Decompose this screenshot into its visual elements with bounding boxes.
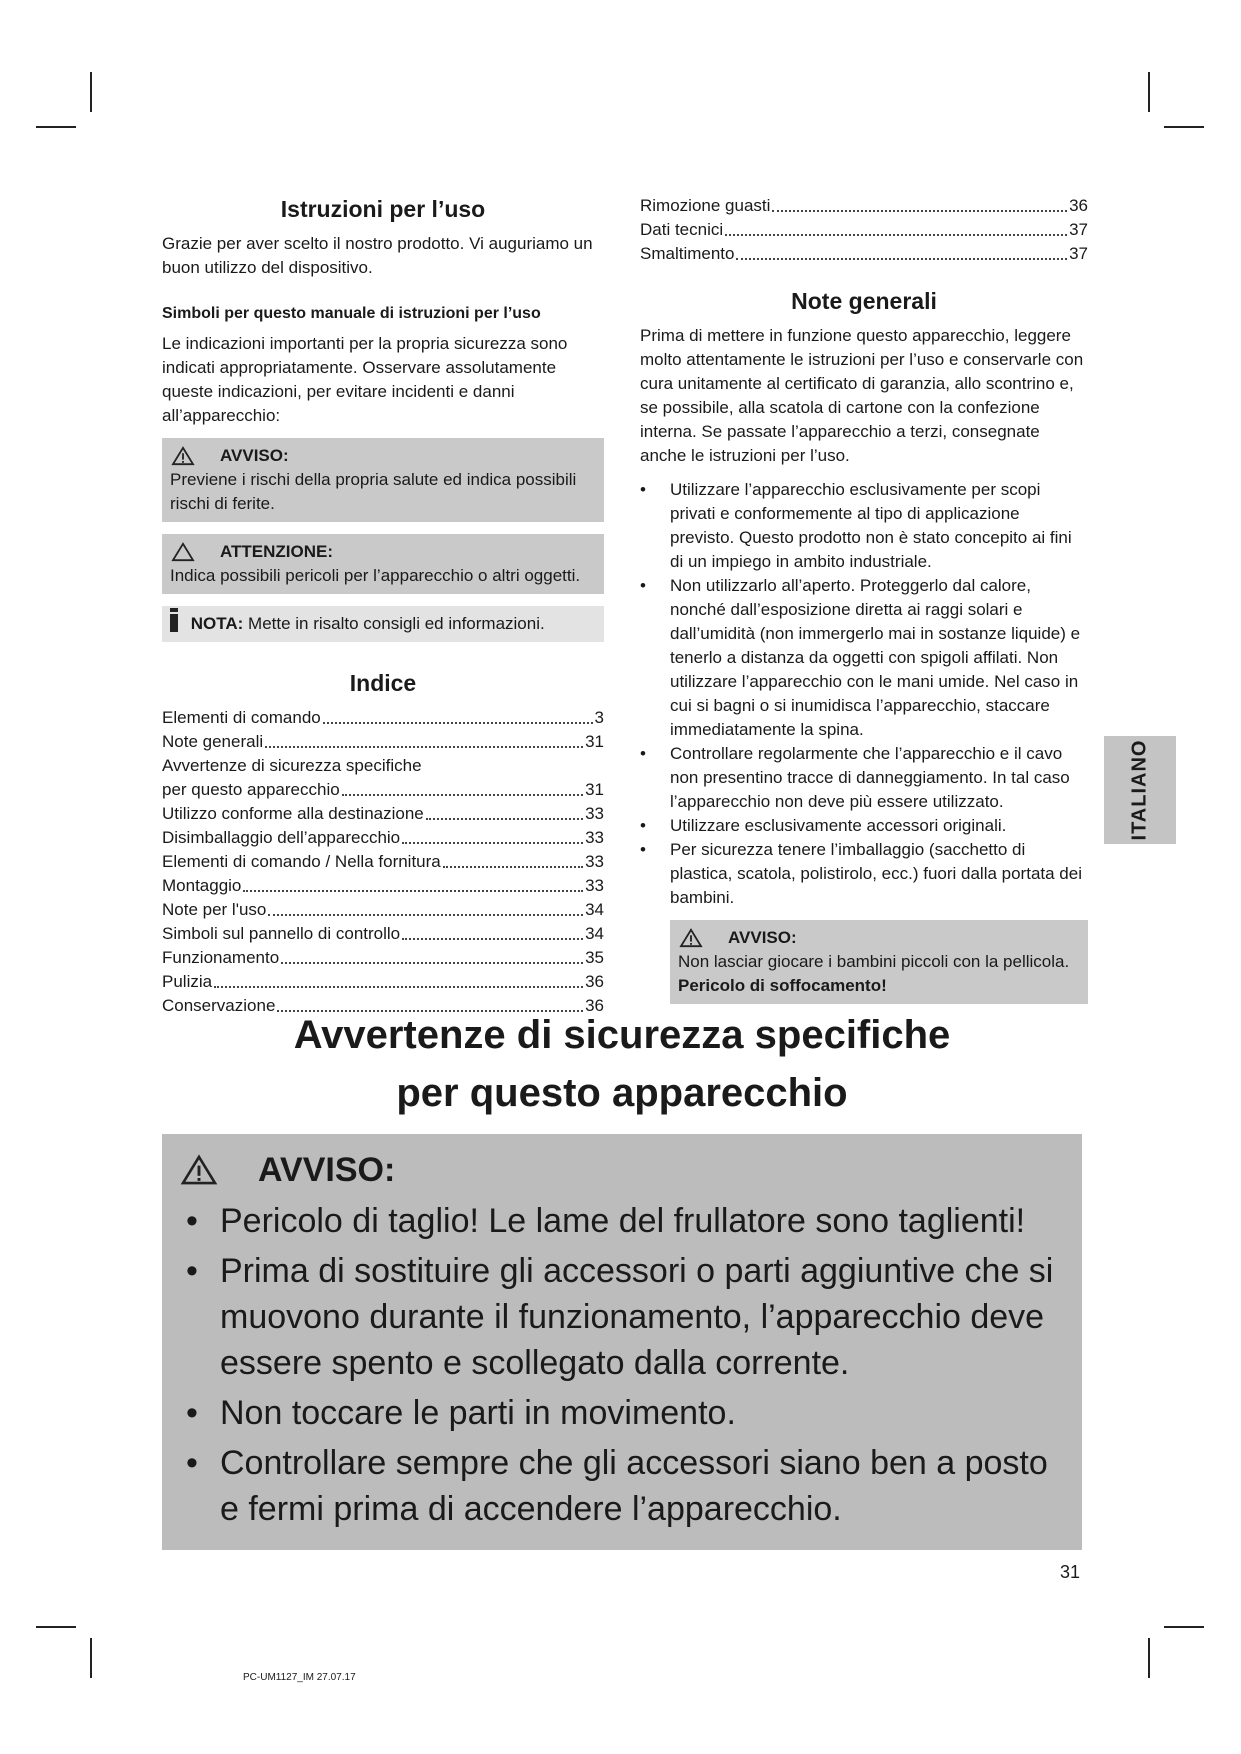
general-bullet-list (640, 478, 1088, 910)
toc-entry-page: 31 (585, 780, 604, 799)
toc-leader-dots (772, 210, 1067, 212)
language-tab-label: ITALIANO (1128, 739, 1151, 841)
warning-icon (678, 928, 704, 948)
toc-leader-dots (265, 746, 583, 748)
toc-entry (162, 874, 604, 898)
intro-text: Grazie per aver scelto il nostro prodotto. Vi auguriamo un buon utilizzo del dispositivo. (162, 234, 593, 277)
crop-mark (1164, 1626, 1204, 1628)
info-icon (170, 614, 178, 632)
toc-entry-label: Dati tecnici (640, 220, 724, 239)
toc-leader-dots (402, 842, 583, 844)
nota-label: NOTA: (190, 614, 244, 633)
toc-leader-dots (342, 794, 583, 796)
avviso-box-children (670, 920, 1088, 1004)
symbols-text: Le indicazioni importanti per la propria sicurezza sono indicati appropriatamente. Osservare assolutamente queste indicazioni, per evitare incidenti e danni all’apparecchio: (162, 334, 568, 425)
toc-entry-page: 33 (585, 828, 604, 847)
general-bullet-item: • Per sicurezza tenere l’imballaggio (sacchetto di plastica, scatola, polistirolo, ecc.) fuori dalla portata dei bambini. (640, 838, 1088, 910)
toc-entry-page: 33 (585, 852, 604, 871)
toc-leader-dots (426, 818, 583, 820)
safety-title-line2: per questo apparecchio (396, 1071, 848, 1115)
left-column (162, 194, 604, 1018)
toc-entry (162, 970, 604, 994)
toc-entry-page: 33 (585, 804, 604, 823)
toc-entry-label: Elementi di comando / Nella fornitura (162, 852, 441, 871)
avviso-label: AVVISO: (220, 446, 289, 465)
language-tab (1104, 736, 1176, 844)
crop-mark (1148, 1638, 1150, 1678)
safety-bullet-item: • Prima di sostituire gli accessori o parti aggiuntive che si muovono durante il funzionamento, l’apparecchio deve essere spento e scollegato dalla corrente. (180, 1248, 1060, 1386)
safety-bullet-item: • Controllare sempre che gli accessori siano ben a posto e fermi prima di accendere l’apparecchio. (180, 1440, 1060, 1532)
toc-entry (162, 754, 604, 778)
page-number: 31 (1060, 1562, 1081, 1582)
toc-leader-dots (736, 258, 1067, 260)
warning-icon (180, 1154, 218, 1186)
toc-entry-page: 34 (585, 900, 604, 919)
general-bullet-item: • Utilizzare esclusivamente accessori originali. (640, 814, 1088, 838)
safety-bullet-item: • Non toccare le parti in movimento. (180, 1390, 1060, 1436)
toc-entry-label: Smaltimento (640, 244, 735, 263)
toc-entry-page: 34 (585, 924, 604, 943)
index-title: Indice (349, 670, 417, 696)
toc-entry-label: per questo apparecchio (162, 780, 340, 799)
toc-entry-label: Note generali (162, 732, 264, 751)
toc-entry-page: 37 (1069, 244, 1088, 263)
warning-icon (170, 446, 196, 466)
symbols-heading: Simboli per questo manuale di istruzioni per l’uso (162, 305, 541, 322)
toc-entry-label: Montaggio (162, 876, 242, 895)
toc-entry-page: 36 (1069, 196, 1088, 215)
nota-text: Mette in risalto consigli ed informazioni. (248, 614, 545, 633)
toc-entry (162, 730, 604, 754)
crop-mark (36, 126, 76, 128)
table-of-contents-continued (640, 194, 1088, 266)
toc-entry-label: Simboli sul pannello di controllo (162, 924, 401, 943)
avviso-text: Previene i rischi della propria salute ed indica possibili rischi di ferite. (170, 470, 577, 513)
toc-leader-dots (281, 962, 583, 964)
right-column (640, 194, 1088, 1004)
avviso-bold-text: Pericolo di soffocamento! (678, 976, 887, 995)
attenzione-box (162, 534, 604, 594)
avviso-box (162, 438, 604, 522)
toc-entry-page: 37 (1069, 220, 1088, 239)
safety-bullet-item: • Pericolo di taglio! Le lame del frullatore sono taglienti! (180, 1198, 1060, 1244)
safety-bullet-list (180, 1198, 1060, 1532)
avviso-label: AVVISO: (728, 928, 797, 947)
toc-entry (162, 922, 604, 946)
toc-leader-dots (214, 986, 583, 988)
toc-leader-dots (402, 938, 583, 940)
safety-section (162, 1006, 1082, 1550)
toc-entry-label: Avvertenze di sicurezza specifiche (162, 756, 422, 775)
toc-entry (162, 778, 604, 802)
intro-title: Istruzioni per l’uso (280, 196, 486, 222)
toc-entry-page: 33 (585, 876, 604, 895)
table-of-contents (162, 706, 604, 1018)
toc-entry (162, 850, 604, 874)
toc-leader-dots (443, 866, 583, 868)
general-bullet-item: • Utilizzare l’apparecchio esclusivamente per scopi privati e conformemente al tipo di applicazione previsto. Questo prodotto non è stato concepito ai fini di un impiego in ambito industriale. (640, 478, 1088, 574)
attenzione-text: Indica possibili pericoli per l’apparecchio o altri oggetti. (170, 566, 581, 585)
avviso-text: Non lasciar giocare i bambini piccoli con la pellicola. (678, 952, 1070, 971)
nota-box (162, 606, 604, 642)
toc-entry-label: Note per l'uso (162, 900, 267, 919)
toc-leader-dots (268, 914, 583, 916)
toc-entry-page: 31 (585, 732, 604, 751)
safety-title (162, 1006, 1082, 1122)
toc-entry (162, 706, 604, 730)
toc-leader-dots (323, 722, 593, 724)
crop-mark (90, 72, 92, 112)
crop-mark (36, 1626, 76, 1628)
general-title: Note generali (791, 288, 937, 314)
toc-entry (162, 898, 604, 922)
toc-entry-label: Utilizzo conforme alla destinazione (162, 804, 424, 823)
toc-entry-page: 36 (585, 972, 604, 991)
toc-entry (162, 802, 604, 826)
toc-entry-page: 36 (585, 996, 604, 1015)
toc-entry (640, 218, 1088, 242)
toc-leader-dots (725, 234, 1067, 236)
general-bullet-item: • Controllare regolarmente che l’apparecchio e il cavo non presentino tracce di danneggiamento. In tal caso l’apparecchio non deve più essere utilizzato. (640, 742, 1088, 814)
safety-label: AVVISO: (258, 1150, 396, 1189)
toc-entry (162, 946, 604, 970)
toc-entry (640, 194, 1088, 218)
toc-entry-label: Rimozione guasti (640, 196, 771, 215)
toc-entry (640, 242, 1088, 266)
general-text: Prima di mettere in funzione questo apparecchio, leggere molto attentamente le istruzioni per l’uso e conservarle con cura unitamente al certificato di garanzia, allo scontrino e, se possibile, alla scatola di cartone con la confezione interna. Se passate l’apparecchio a terzi, consegnate anche le istruzioni per l’uso. (640, 326, 1084, 465)
attenzione-label: ATTENZIONE: (220, 542, 334, 561)
toc-entry-label: Disimballaggio dell’apparecchio (162, 828, 401, 847)
toc-entry-label: Pulizia (162, 972, 213, 991)
crop-mark (1164, 126, 1204, 128)
footer-code: PC-UM1127_IM 27.07.17 (243, 1672, 356, 1683)
toc-entry-label: Elementi di comando (162, 708, 321, 727)
toc-entry-page: 3 (594, 708, 604, 727)
toc-leader-dots (243, 890, 583, 892)
toc-entry-label: Conservazione (162, 996, 276, 1015)
toc-entry-page: 35 (585, 948, 604, 967)
general-bullet-item: • Non utilizzarlo all’aperto. Proteggerlo dal calore, nonché dall’esposizione diretta ai raggi solari e dall’umidità (non immergerlo mai in sostanze liquide) e tenerlo a distanza da oggetti con spigoli affilati. Non utilizzare l’apparecchio con le mani umide. Nel caso in cui si bagni o si inumidisca l’apparecchio, staccare immediatamente la spina. (640, 574, 1088, 742)
toc-entry (162, 826, 604, 850)
toc-entry-label: Funzionamento (162, 948, 280, 967)
caution-icon (170, 542, 196, 562)
safety-title-line1: Avvertenze di sicurezza specifiche (293, 1013, 951, 1057)
crop-mark (1148, 72, 1150, 112)
crop-mark (90, 1638, 92, 1678)
safety-warning-box (162, 1134, 1082, 1550)
